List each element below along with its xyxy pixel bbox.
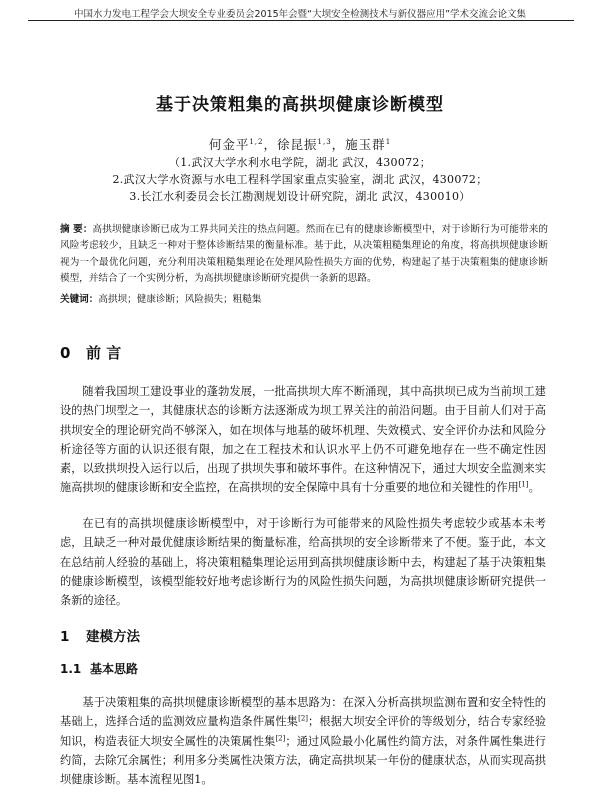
author-affiliation-mark: 1,2: [249, 137, 264, 146]
author-name: 施玉群: [345, 137, 386, 152]
subsection-number: 1.1: [60, 662, 82, 676]
section-title: 建模方法: [86, 629, 140, 645]
author-affiliation-mark: 1: [385, 137, 392, 146]
citation: [1]: [518, 480, 529, 489]
citation: [2]: [275, 733, 286, 742]
paper-title: 基于决策粗集的高拱坝健康诊断模型: [156, 95, 444, 115]
abstract: [60, 222, 548, 288]
paragraph-text: ；根据大坝安全评价的等级划分，结合专家经验知识，构造表征大坝安全属性的决策属性集: [60, 715, 546, 748]
subsection-title: 基本思路: [90, 662, 139, 676]
body-paragraph: [60, 382, 546, 498]
abstract-label: 摘 要：: [60, 224, 93, 235]
body-paragraph: [60, 514, 546, 610]
body-paragraph: [60, 693, 546, 789]
author-name: 徐昆振: [277, 137, 318, 152]
section-number: 1: [60, 629, 70, 645]
paragraph-text: 随着我国坝工建设事业的蓬勃发展，一批高拱坝大库不断涌现，其中高拱坝已成为当前坝工建设的热门坝型之一，其健康状态的诊断方法逐渐成为坝工界关注的前沿问题。由于目前人们对于高拱坝安全的理论研究尚不够深入，如在坝体与地基的破坏机理、失效模式、安全评价办法和风险分析途径等方面的认识还很有限，加之在工程技术和认识水平上仍不可避免地存在一些不确定性因素，以致拱坝投入运行以后，出现了拱坝失事和破坏事件。在这种情况下，通过大坝安全监测来实施高拱坝的健康诊断和安全监控，在高拱坝的安全保障中具有十分重要的地位和关键性的作用: [60, 385, 546, 495]
citation: [2]: [298, 714, 309, 723]
author-affiliation-mark: 1,3: [317, 137, 332, 146]
section-number: 0: [60, 344, 71, 362]
header-rule: [28, 20, 574, 21]
section-heading: [60, 342, 121, 363]
subsection-heading: [60, 660, 138, 677]
author-separator: ，: [331, 137, 346, 152]
affiliation-line: 2.武汉大学水资源与水电工程科学国家重点实验室，湖北 武汉，430072；: [112, 173, 488, 186]
paragraph-text: 基于决策粗集的高拱坝健康诊断模型的基本思路为：在深入分析高拱坝监测布置和安全特性的基础上，选择合适的监测效应量构造条件属性集: [60, 696, 546, 729]
paragraph-end: 。: [528, 481, 540, 495]
affiliation-line: （1.武汉大学水利水电学院，湖北 武汉，430072；: [168, 156, 432, 169]
paragraph-text: ；通过风险最小化属性约简方法，对条件属性集进行约简，去除冗余属性；利用多分类属性决策方法，确定高拱坝某一年份的健康状态，从而实现高拱坝健康诊断。基本流程见图1。: [60, 734, 546, 787]
paragraph-text: 在已有的高拱坝健康诊断模型中，对于诊断行为可能带来的风险性损失考虑较少或基本未考虑，且缺乏一种对最优健康诊断结果的衡量标准，给高拱坝的安全诊断带来了不便。鉴于此，本文在总结前人经验的基础上，将决策粗糙集理论运用到高拱坝健康诊断中去，构建起了基于决策粗集的健康诊断模型，该模型能较好地考虑诊断行为的风险性损失问题，为高拱坝健康诊断研究提供一条新的途径。: [60, 517, 546, 608]
keywords-label: 关键词：: [60, 294, 99, 305]
keywords-text: 高拱坝；健康诊断；风险损失；粗糙集: [98, 294, 262, 305]
author-separator: ，: [263, 137, 277, 152]
author-name: 何金平: [208, 137, 250, 152]
abstract-text: 高拱坝健康诊断已成为工界共同关注的热点问题。然而在已有的健康诊断模型中，对于诊断行为可能带来的风险考虑较少，且缺乏一种对于整体诊断结果的衡量标准。基于此，从决策粗糙集理论的角度，将高拱坝健康诊断视为一个最优化问题，充分利用决策粗糙集理论在处理风险性损失方面的优势，构建起了基于决策粗集的健康诊断模型，并结合了一个实例分析，为高拱坝健康诊断研究提供一条新的思路。: [60, 224, 549, 285]
keywords: [60, 291, 548, 305]
running-header: 中国水力发电工程学会大坝安全专业委员会2015年会暨“大坝安全检测技术与新仪器应用”学术交流会论文集: [73, 9, 527, 20]
section-heading: [60, 625, 140, 645]
section-title: 前 言: [86, 344, 122, 362]
affiliation-line: 3.长江水利委员会长江勘测规划设计研究院，湖北 武汉，430010）: [129, 190, 471, 203]
author-line: [0, 135, 600, 153]
